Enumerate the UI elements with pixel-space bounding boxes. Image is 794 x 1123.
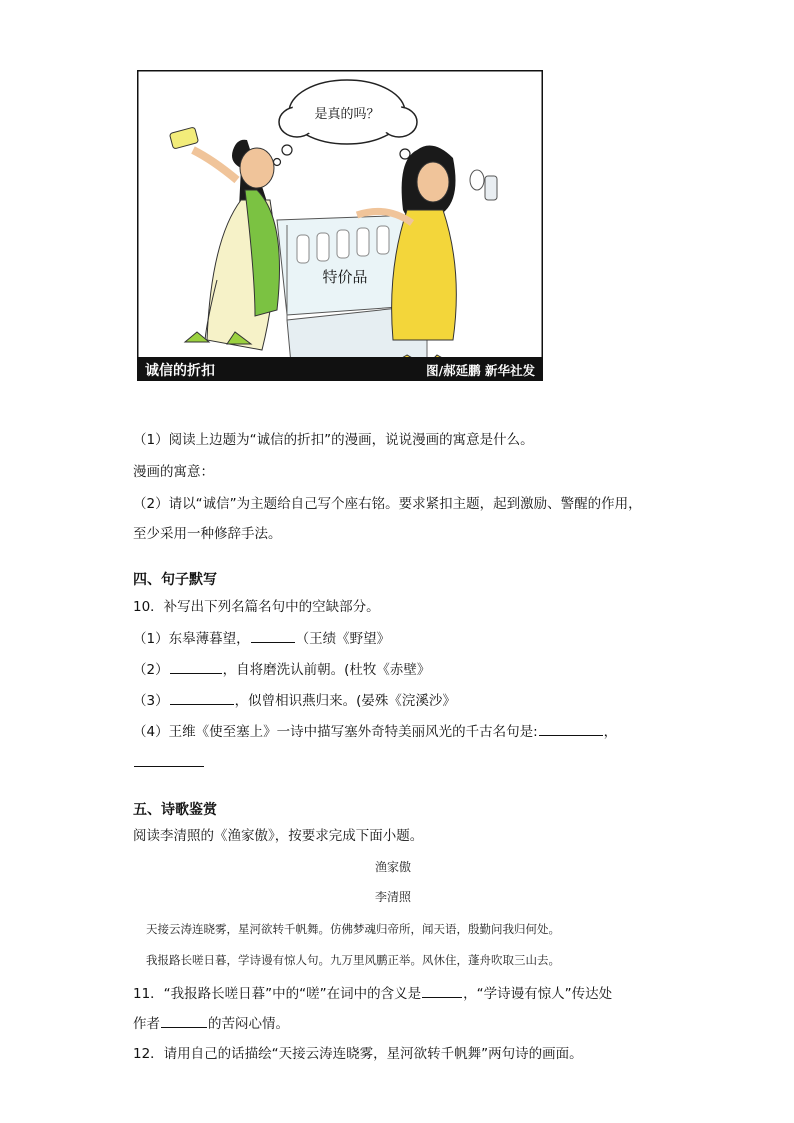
q11-blank2[interactable] xyxy=(161,1013,207,1028)
q10-item1 xyxy=(133,628,390,649)
q10-item1-blank[interactable] xyxy=(251,628,295,643)
q10-prompt: 10．补写出下列名篇名句中的空缺部分。 xyxy=(133,599,380,615)
q12-prompt: 12．请用自己的话描绘“天接云涛连晓雾，星河欲转千帆舞”两句诗的画面。 xyxy=(133,1046,583,1062)
q9-part2-line1: （2）请以“诚信”为主题给自己写个座右铭。要求紧扣主题，起到激励、警醒的作用， xyxy=(133,496,642,512)
q10-item2 xyxy=(133,659,430,680)
q9-part2-line2: 至少采用一种修辞手法。 xyxy=(133,526,282,542)
q11-text-d: 的苦闷心情。 xyxy=(208,1016,289,1032)
q11-text-b: ，“学诗谩有惊人”传达处 xyxy=(463,986,613,1002)
poem-line2: 我报路长嗟日暮，学诗谩有惊人句。九万里风鹏正举。风休住，蓬舟吹取三山去。 xyxy=(146,953,560,967)
q9-part1: （1）阅读上边题为“诚信的折扣”的漫画，说说漫画的寓意是什么。 xyxy=(133,432,534,448)
q11-line2 xyxy=(133,1013,289,1034)
poem-author: 李清照 xyxy=(375,890,412,904)
q10-item1-source: （王绩《野望》 xyxy=(295,631,391,647)
q10-item2-text: ，自将磨洗认前朝。(杜牧《赤壁》 xyxy=(222,662,431,678)
q11-blank1[interactable] xyxy=(422,983,462,998)
q10-item4-comma: ， xyxy=(603,724,618,740)
q10-item1-text: （1）东皋薄暮望， xyxy=(133,631,250,647)
q10-item4 xyxy=(133,721,617,742)
q10-item2-num: （2） xyxy=(133,662,169,678)
sale-sign: 特价品 xyxy=(322,268,368,286)
q10-item4-blank2[interactable] xyxy=(134,752,204,767)
q10-item2-blank[interactable] xyxy=(170,659,222,674)
q10-item4-text: （4）王维《使至塞上》一诗中描写塞外奇特美丽风光的千古名句是: xyxy=(133,724,538,740)
cartoon-image xyxy=(137,70,543,381)
q10-item3 xyxy=(133,690,456,711)
cartoon-caption-credit: 图/郝延鹏 新华社发 xyxy=(426,363,535,378)
section5-heading: 五、诗歌鉴赏 xyxy=(133,802,217,818)
q10-item3-text: ，似曾相识燕归来。(晏殊《浣溪沙》 xyxy=(234,693,456,709)
section4-heading: 四、句子默写 xyxy=(133,572,217,588)
q10-item4-blank1[interactable] xyxy=(539,721,603,736)
poem-title: 渔家傲 xyxy=(375,860,412,874)
q11-text-a: 11．“我报路长嗟日暮”中的“嗟”在词中的含义是 xyxy=(133,986,422,1002)
q11-line1 xyxy=(133,983,612,1004)
q10-item3-blank[interactable] xyxy=(170,690,234,705)
q10-item3-num: （3） xyxy=(133,693,169,709)
q10-item4-line2 xyxy=(133,752,205,773)
section5-intro: 阅读李清照的《渔家傲》，按要求完成下面小题。 xyxy=(133,828,424,844)
cartoon-caption-title: 诚信的折扣 xyxy=(145,363,215,379)
poem-line1: 天接云涛连晓雾，星河欲转千帆舞。仿佛梦魂归帝所，闻天语，殷勤问我归何处。 xyxy=(146,922,560,936)
q11-text-c: 作者 xyxy=(133,1016,160,1032)
q9-answer-label: 漫画的寓意： xyxy=(133,464,214,480)
speech-text: 是真的吗？ xyxy=(314,107,380,122)
